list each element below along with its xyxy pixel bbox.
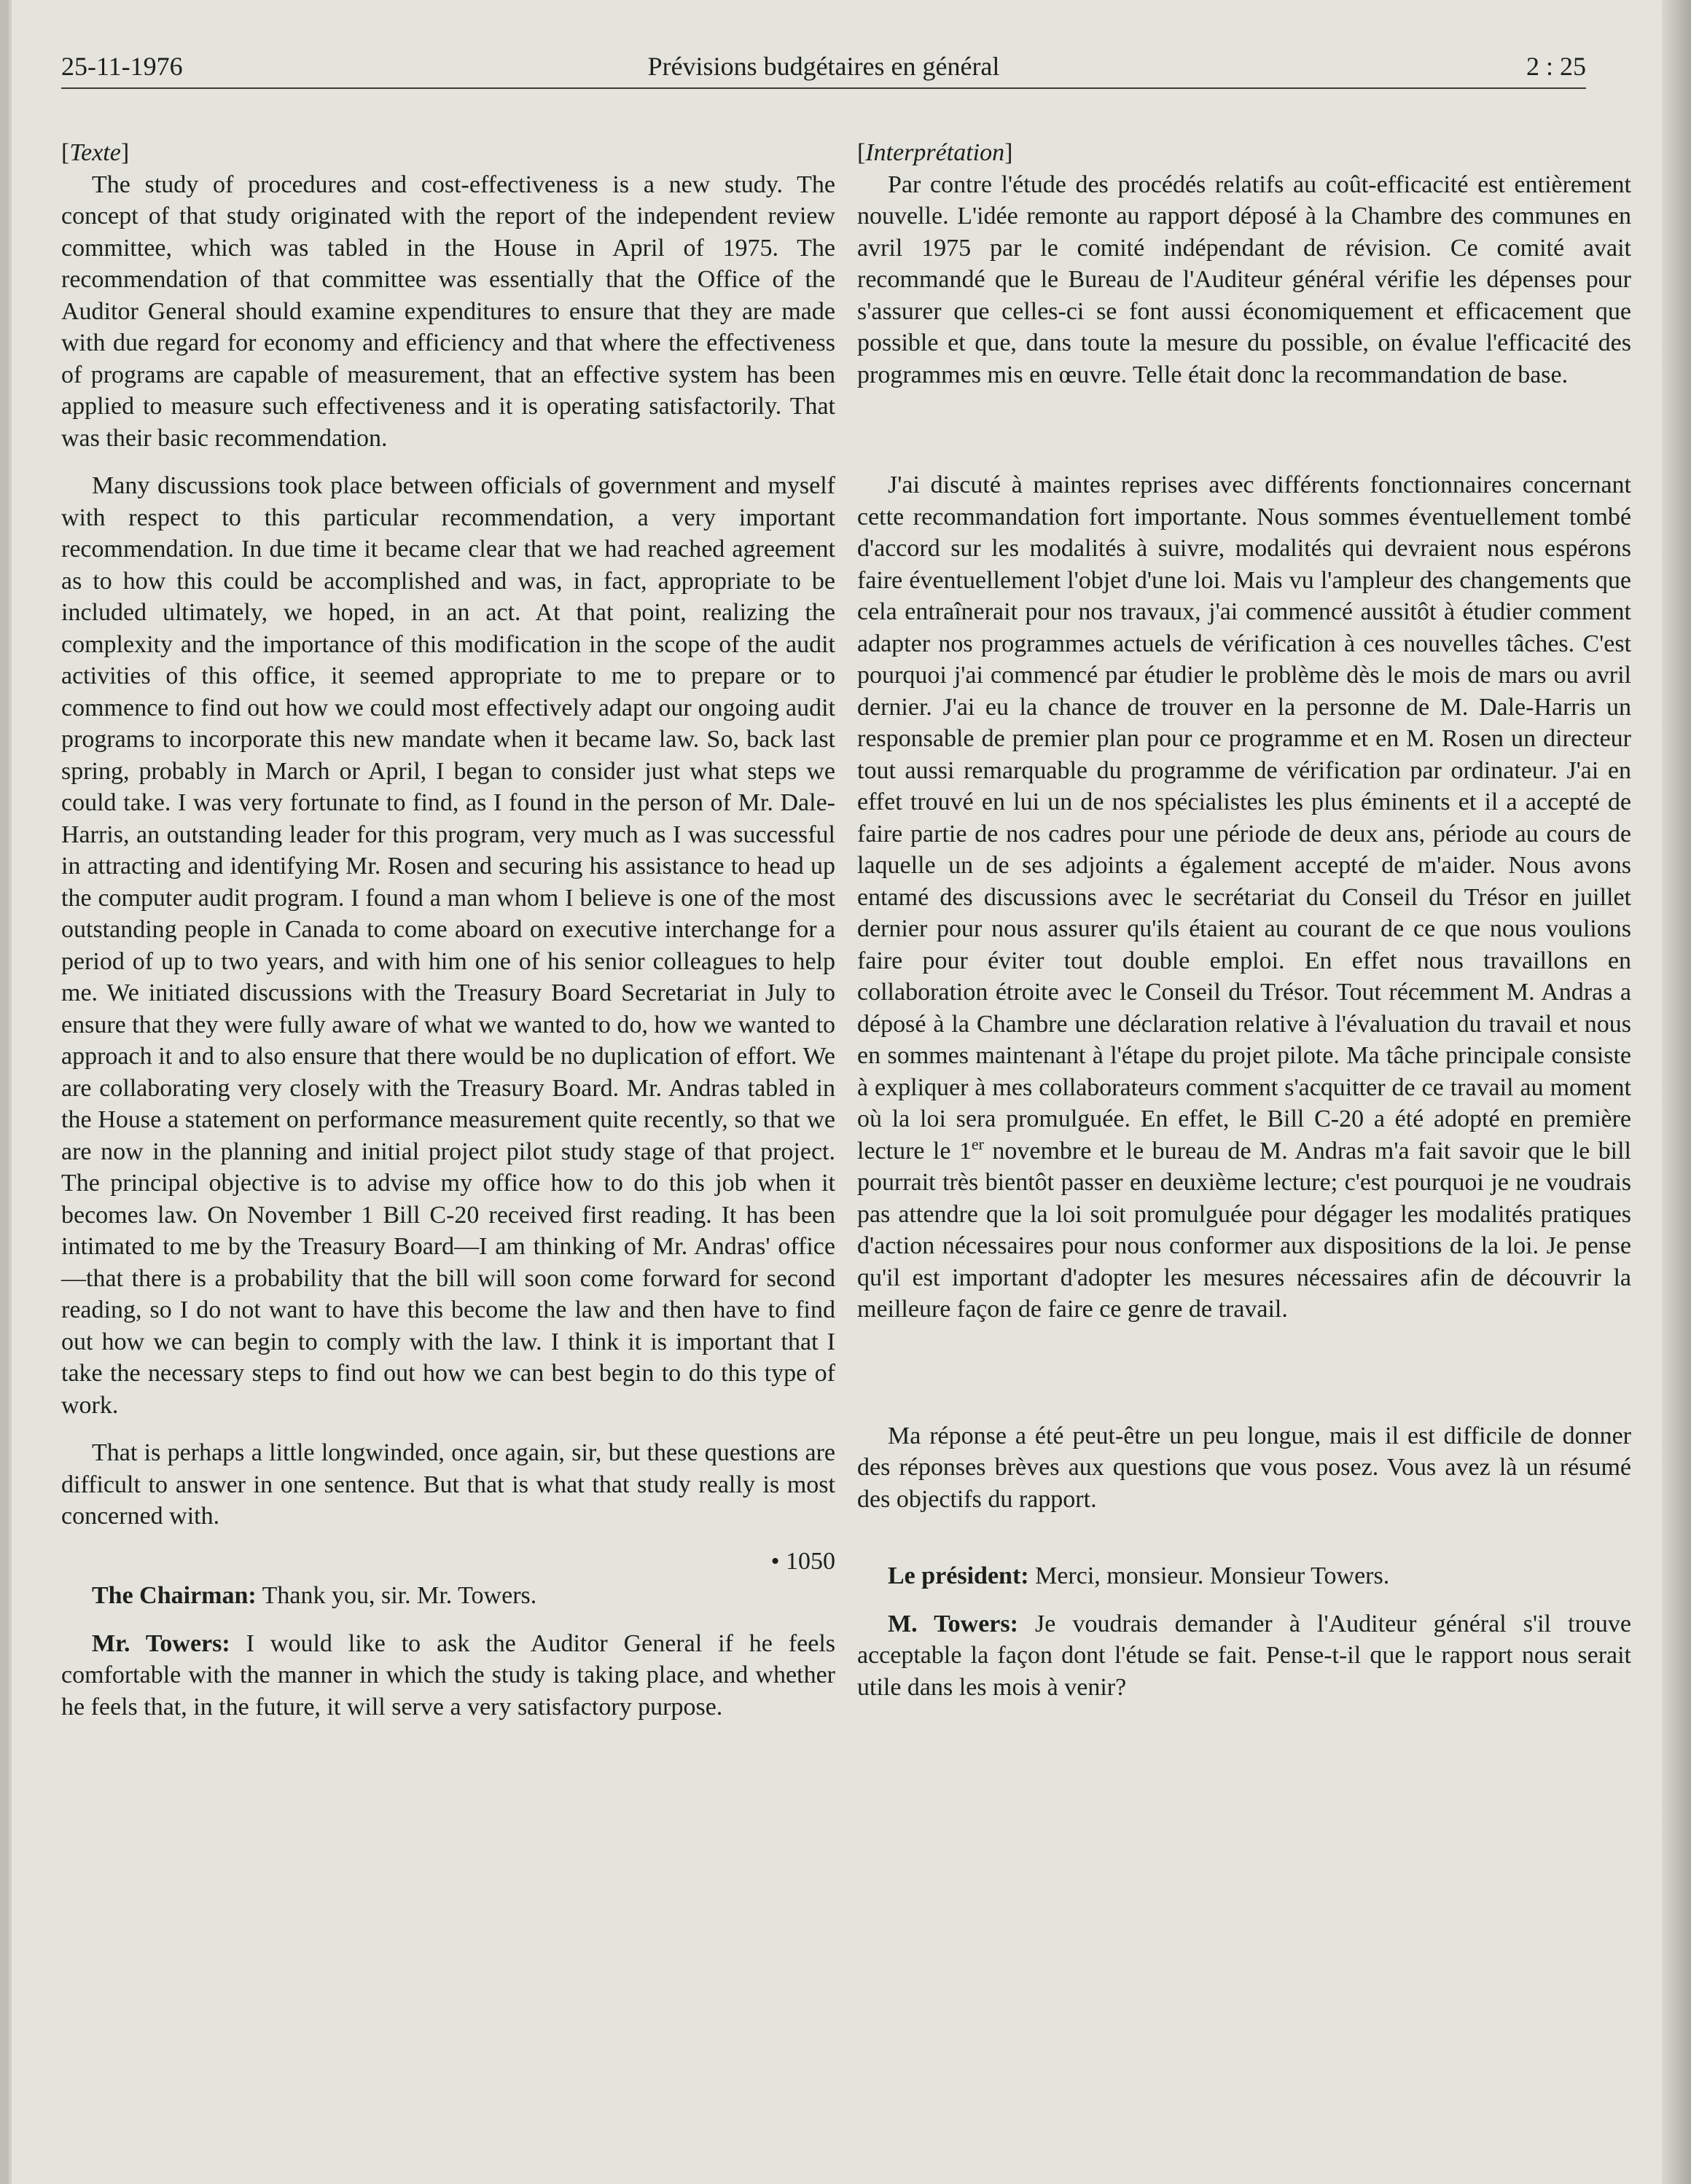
english-paragraph: The study of procedures and cost-effectiveness is a new study. The concept of that study originated with the report of the independent review committee, which was tabled in the House in April of 1975. The recommendation of that committee was essentially that the Office of the Auditor General should examine expenditures to ensure that they are made with due regard for economy and efficiency and that where the effectiveness of programs are capable of measurement, that an effective system has been applied to measure such effectiveness and it is operating satisfactorily. That was their basic recommendation. <box>61 171 835 452</box>
section-label-texte: [Texte] <box>61 139 130 166</box>
english-paragraph: That is perhaps a little longwinded, once again, sir, but these questions are difficult to answer in one sentence. But that is what that study really is most concerned with. <box>61 1439 835 1530</box>
president-remark <box>857 1560 1631 1592</box>
speaker-name: Mr. Towers: <box>92 1629 230 1657</box>
english-paragraph: Many discussions took place between officials of government and myself with respect to this particular recommendation, a very important recommendation. In due time it became clear that we had reached agreement as to how this could be accomplished and was, in fact, appropriate to be included ultimately, we hoped, in an act. At that point, realizing the complexity and the importance of this modification in the scope of the audit activities of this office, it seemed appropriate to me to prepare or to commence to find out how we could most effectively adapt our ongoing audit programs to incorporate this new mandate when it became law. So, back last spring, probably in March or April, I began to consider just what steps we could take. I was very fortunate to find, as I found in the person of Mr. Dale-Harris, an outstanding leader for this program, very much as I was successful in attracting and identifying Mr. Rosen and securing his assistance to head up the computer audit program. I found a man whom I believe is one of the most outstanding people in Canada to come aboard on executive interchange for a period of up to two years, and with him one of his senior colleagues to help me. We initiated discussions with the Treasury Board Secretariat in July to ensure that they were fully aware of what we wanted to do, how we wanted to approach it and to also ensure that there would be no duplication of effort. We are collaborating very closely with the Treasury Board. Mr. Andras tabled in the House a statement on performance measurement quite recently, so that we are now in the planning and initial project pilot study stage of that project. The principal objective is to advise my office how to do this job when it becomes law. On November 1 Bill C-20 received first reading. It has been intimated to me by the Treasury Board—I am thinking of Mr. Andras' office—that there is a probability that the bill will soon come forward for second reading, so I do not want to have this become the law and then have to find out how we can begin to comply with the law. I think it is important that I take the necessary steps to find out how we can best begin to do this type of work. <box>61 472 835 1419</box>
speaker-name: M. Towers: <box>888 1610 1018 1637</box>
time-marker: • 1050 <box>770 1547 835 1575</box>
page-edge <box>1662 0 1691 2184</box>
ordinal-superscript: er <box>971 1135 984 1154</box>
remark-text: Merci, monsieur. Monsieur Towers. <box>1028 1562 1390 1589</box>
header-title: Prévisions budgétaires en général <box>647 52 1000 81</box>
french-paragraph: Par contre l'étude des procédés relatifs au coût-efficacité est entièrement nouvelle. L'idée remonte au rapport déposé à la Chambre des communes en avril 1975 par le comité indépendant de révision. Ce comité avait recommandé que le Bureau de l'Auditeur général vérifie les dépenses pour s'assurer que celles-ci se font aussi économiquement et efficacement que possible et que, dans toute la mesure du possible, on évalue l'efficacité des programmes mis en œuvre. Telle était donc la recommandation de base. <box>857 171 1631 388</box>
french-paragraph-part: J'ai discuté à maintes reprises avec différents fonctionnaires concernant cette recommandation fort importante. Nous sommes éventuellement tombé d'accord sur les modalités à suivre, modalités qui devraient nous espérons faire éventuellement l'objet d'une loi. Mais vu l'ampleur des changements que cela entraînerait pour nos travaux, j'ai commencé aussitôt à étudier comment adapter nos programmes actuels de vérification à ces nouvelles tâches. C'est pourquoi j'ai commencé par étudier le problème dès le mois de mars ou avril dernier. J'ai eu la chance de trouver en la personne de M. Dale-Harris un responsable de premier plan pour ce programme et en M. Rosen un directeur tout aussi remarquable du programme de vérification par ordinateur. J'ai en effet trouvé en lui un de nos spécialistes les plus éminents et il a accepté de faire partie de nos cadres pour une période de deux ans, période au cours de laquelle un de ses adjoints a également accepté de m'aider. Nous avons entamé des discussions avec le secrétariat du Conseil du Trésor en juillet dernier pour nous assurer qu'ils étaient au courant de ce que nous voulions faire pour éviter tout double emploi. En effet nous travaillons en collaboration étroite avec le Conseil du Trésor. Tout récemment M. Andras a déposé à la Chambre une déclaration relative à l'évaluation du travail et nous en sommes maintenant à l'étape du projet pilote. Ma tâche principale consiste à expliquer à mes collaborateurs comment s'acquitter de ce travail au moment où la loi sera promulguée. En effet, le Bill C-20 a été adopté en <box>857 471 1631 1132</box>
french-paragraph: Ma réponse a été peut-être un peu longue, mais il est difficile de donner des réponses brèves aux questions que vous posez. Vous avez là un résumé des objectifs du rapport. <box>857 1422 1631 1513</box>
towers-question-fr <box>857 1608 1631 1704</box>
chairman-remark <box>61 1580 835 1612</box>
section-label-interpretation: [Interprétation] <box>857 139 1013 166</box>
french-paragraph <box>857 469 1631 1326</box>
english-column <box>61 137 835 1723</box>
speaker-name: Le président: <box>888 1562 1029 1589</box>
speaker-name: The Chairman: <box>92 1582 257 1609</box>
page <box>9 0 1662 2184</box>
french-column <box>857 137 1631 1703</box>
page-number: 2 : 25 <box>1526 52 1586 81</box>
towers-question <box>61 1628 835 1723</box>
remark-text: Je voudrais demander à l'Auditeur général s'il trouve acceptable la façon dont l'étude se fait. Pense-t-il que le rapport nous serait utile dans les mois à venir? <box>857 1610 1631 1701</box>
french-paragraph-part: novembre et le bureau de M. Andras m'a fait savoir que le bill pourrait très bientôt passer en deuxième lecture; c'est pourquoi je ne voudrais pas attendre que la loi soit promulguée pour dégager les modalités pratiques d'action nécessaires pour nous conformer aux dispositions de la loi. Je pense qu'il est important d'adopter les mesures nécessaires afin de découvrir la meilleure façon de faire ce genre de travail. <box>857 1137 1632 1323</box>
french-paragraph-part: première lecture le 1 <box>857 1105 1632 1165</box>
header-date: 25-11-1976 <box>61 52 183 81</box>
remark-text: I would like to ask the Auditor General if he feels comfortable with the manner in which the study is taking place, and whether he feels that, in the future, it will serve a very satisfactory purpose. <box>61 1629 835 1721</box>
remark-text: Thank you, sir. Mr. Towers. <box>256 1582 537 1609</box>
running-header <box>61 45 1586 89</box>
